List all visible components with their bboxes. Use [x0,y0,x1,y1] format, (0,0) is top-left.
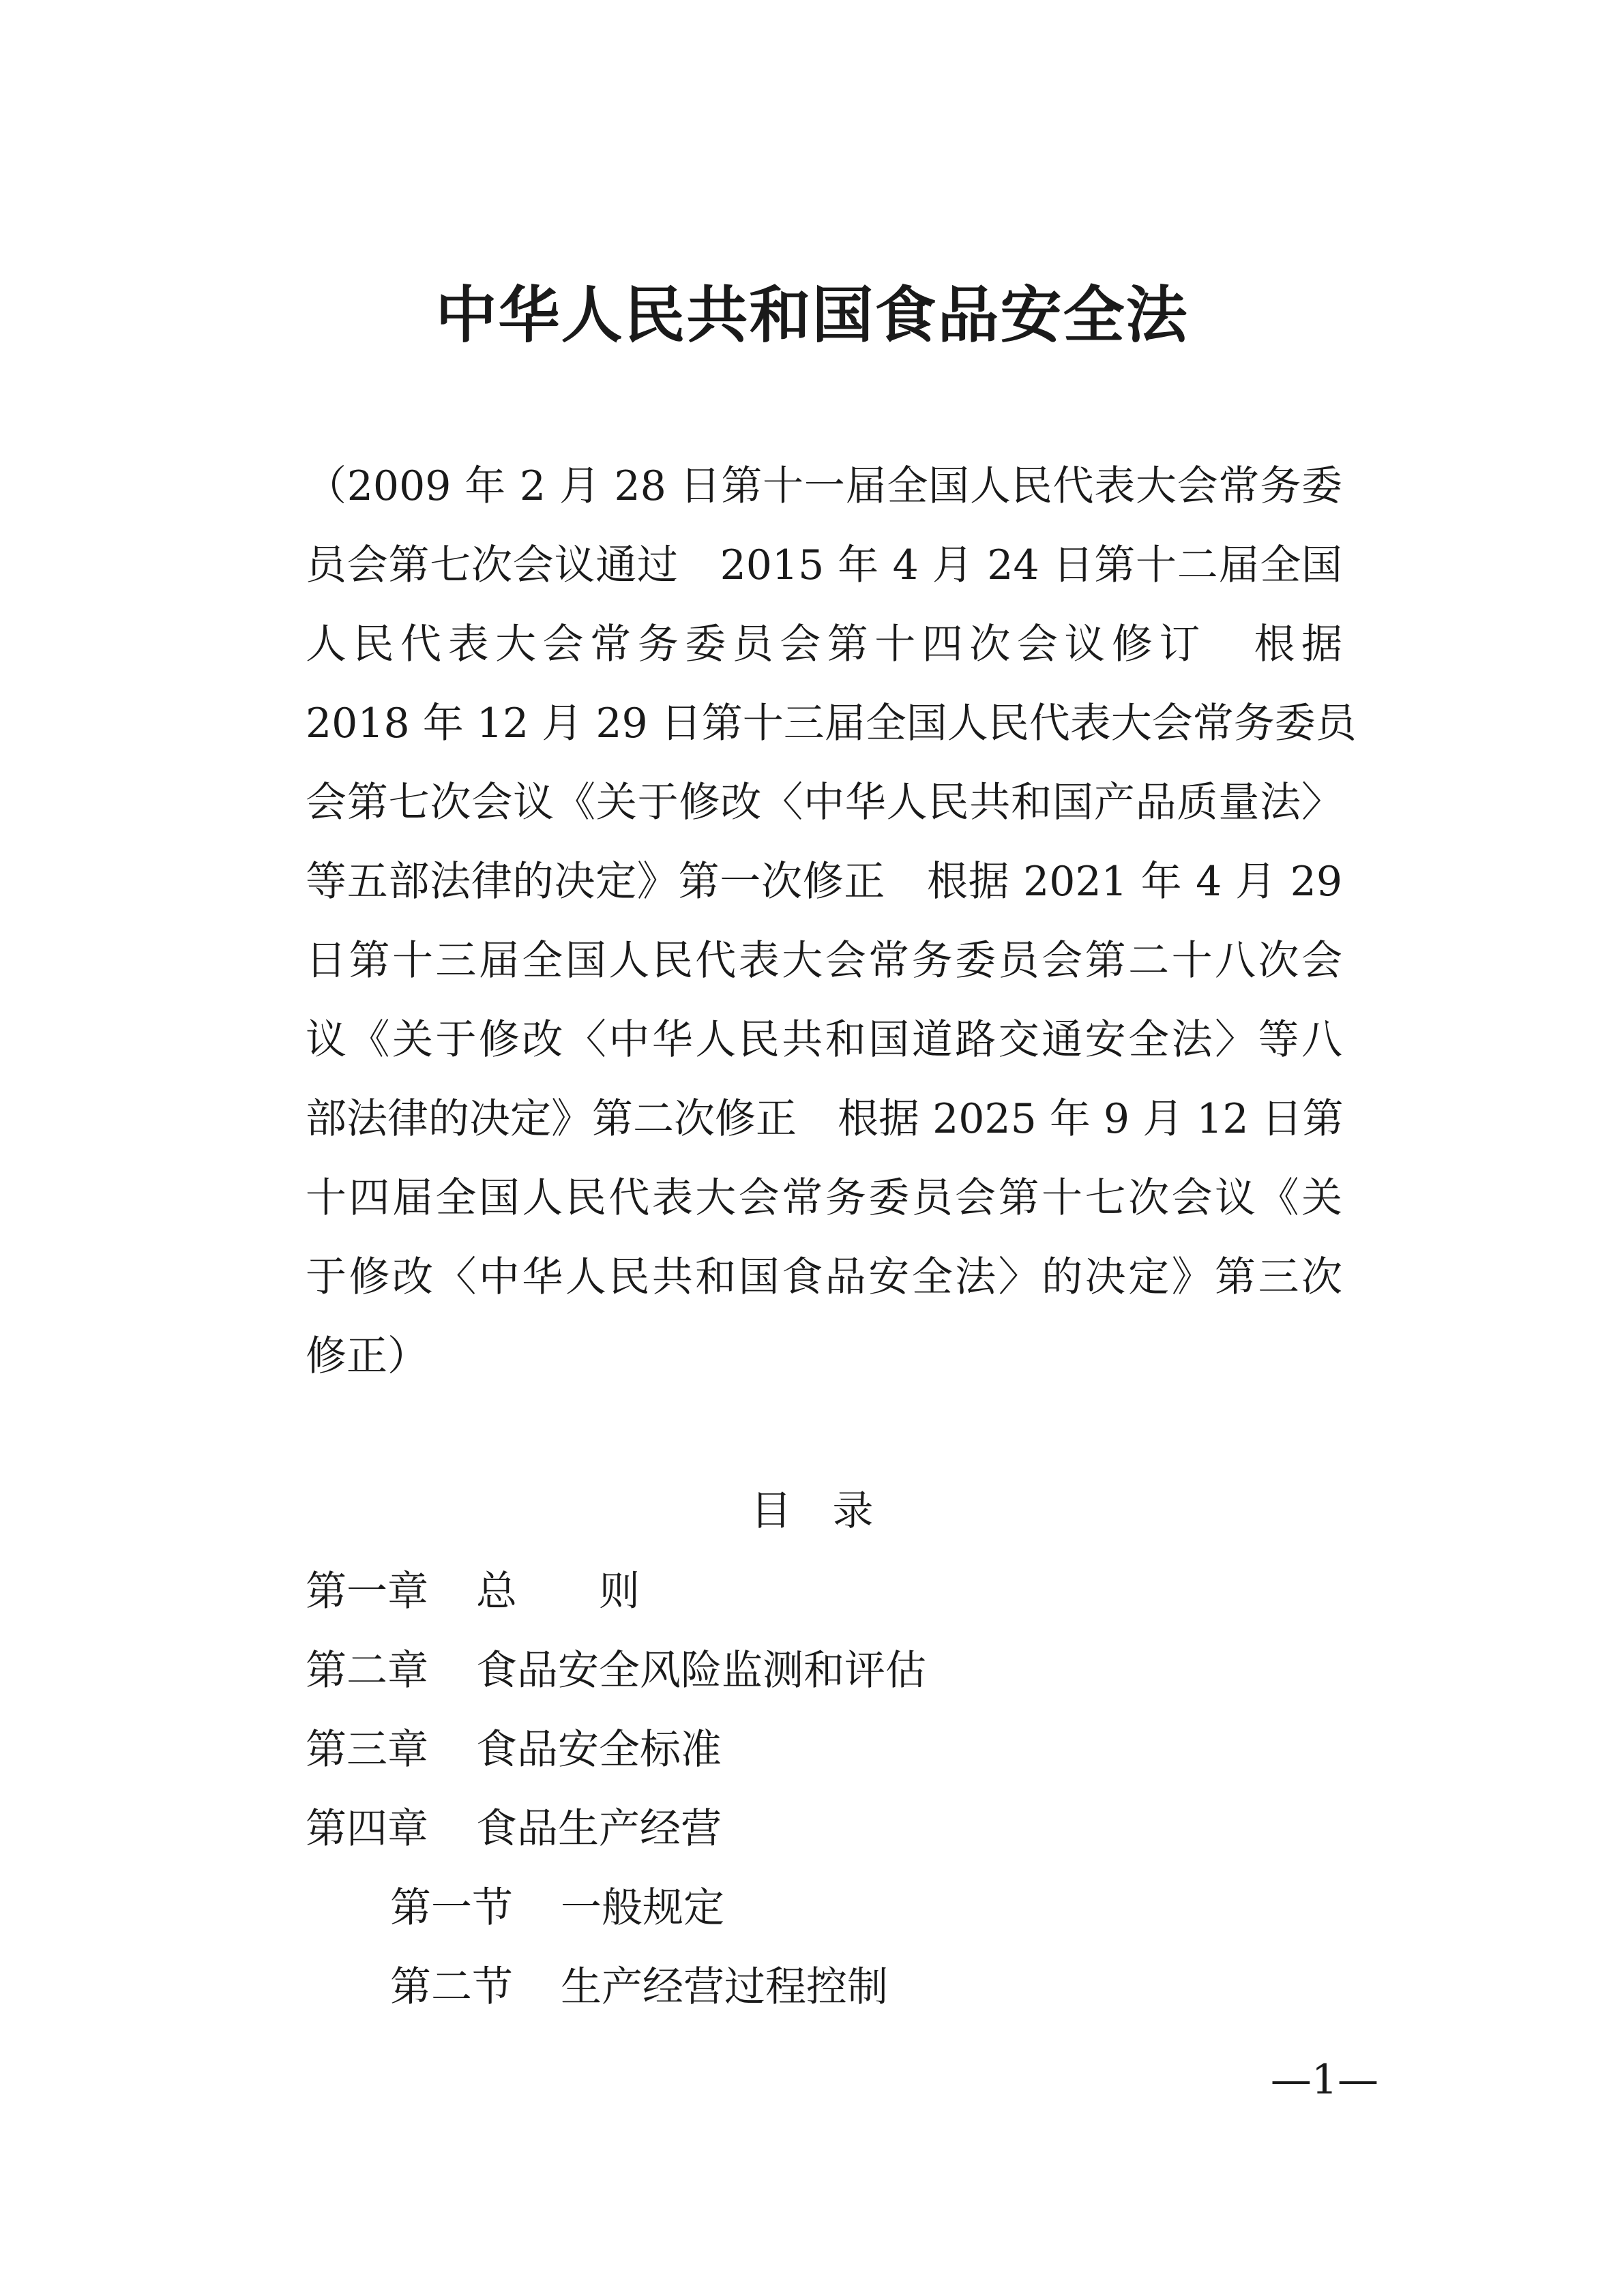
history-line: 日第十三届全国人民代表大会常务委员会第二十八次会 [306,937,1342,985]
toc-item-number: 第三章 [306,1726,428,1774]
toc-item-number: 第二节 [390,1963,513,2011]
toc-item-chapter-2 [306,1631,1397,1710]
toc-item-chapter-3 [306,1710,1397,1789]
history-line: 部法律的决定》第二次修正 根据 2025 年 9 月 12 日第 [306,1095,1344,1143]
toc-item-chapter-4 [306,1789,1397,1868]
toc-item-label: 一般规定 [561,1884,724,1932]
history-line: 会第七次会议《关于修改〈中华人民共和国产品质量法〉 [306,779,1342,826]
history-line: 议《关于修改〈中华人民共和国道路交通安全法〉等八 [306,1016,1342,1064]
history-line: 人民代表大会常务委员会第十四次会议修订 根据 [306,621,1342,668]
history-line: 修正） [306,1332,428,1380]
toc-item-section-1 [306,1868,1397,1948]
document-title: 中华人民共和国食品安全法 [435,280,1189,351]
toc-item-label: 食品安全标准 [476,1726,722,1774]
history-line: 2018 年 12 月 29 日第十三届全国人民代表大会常务委员 [306,700,1357,747]
table-of-contents [306,1552,1397,2027]
history-line: 等五部法律的决定》第一次修正 根据 2021 年 4 月 29 [306,858,1342,906]
history-line: 员会第七次会议通过 2015 年 4 月 24 日第十二届全国 [306,541,1342,589]
page-number: —1— [1270,2056,1378,2104]
toc-item-number: 第四章 [306,1805,428,1853]
history-line: 于修改〈中华人民共和国食品安全法〉的决定》第三次 [306,1253,1342,1301]
toc-item-label: 食品生产经营 [476,1805,722,1853]
toc-item-number: 第二章 [306,1647,428,1695]
toc-heading: 目录 [750,1487,915,1535]
toc-item-label: 总 则 [476,1568,640,1615]
history-line: （2009 年 2 月 28 日第十一届全国人民代表大会常务委 [306,462,1342,510]
legislative-history [306,447,1357,1396]
toc-item-label: 生产经营过程控制 [561,1963,888,2011]
toc-item-section-2 [306,1948,1397,2027]
toc-item-chapter-1 [306,1552,1397,1631]
toc-item-number: 第一章 [306,1568,428,1615]
history-line: 十四届全国人民代表大会常务委员会第十七次会议《关 [306,1174,1342,1222]
toc-item-label: 食品安全风险监测和评估 [476,1647,926,1695]
toc-item-number: 第一节 [390,1884,513,1932]
